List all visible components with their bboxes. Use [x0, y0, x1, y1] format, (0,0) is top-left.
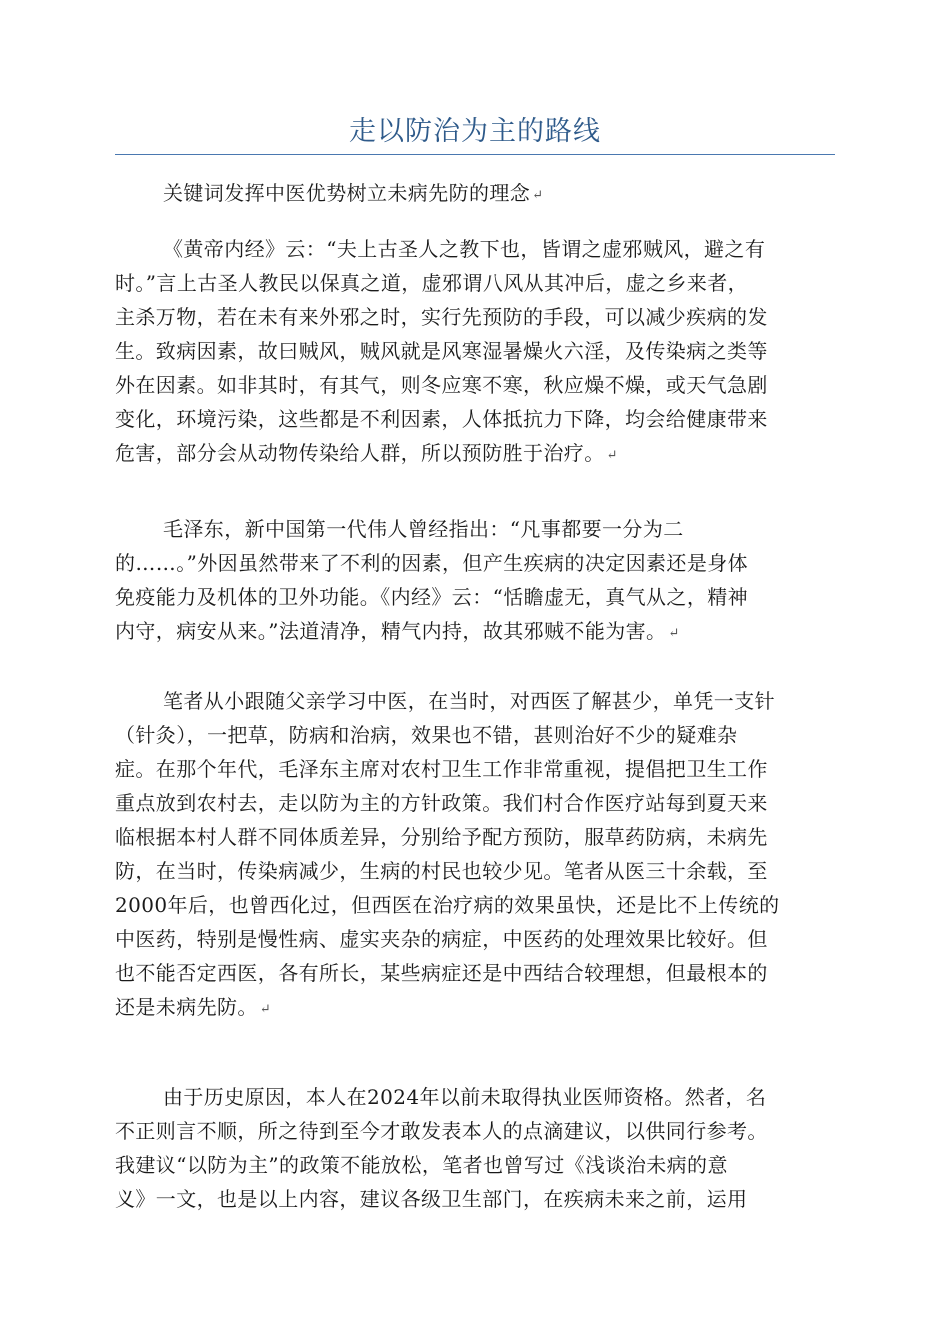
paragraph-4-line-4	[115, 786, 835, 820]
line-text: 免疫能力及机体的卫外功能。《内经》云：“恬瞻虚无，真气从之，精神	[115, 585, 749, 609]
paragraph-4-line-5	[115, 820, 835, 854]
line-text: 危害，部分会从动物传染给人群，所以预防胜于治疗。	[115, 441, 605, 465]
paragraph-4-line-6	[115, 854, 835, 888]
line-text: 也不能否定西医，各有所长，某些病症还是中西结合较理想，但最根本的	[115, 961, 768, 985]
paragraph-2-line-6	[115, 402, 835, 436]
line-text: 关键词发挥中医优势树立未病先防的理念	[163, 181, 531, 205]
line-text: 防，在当时，传染病减少，生病的村民也较少见。笔者从医三十余载，至	[115, 859, 768, 883]
paragraph-5-line-3	[115, 1148, 835, 1182]
paragraph-mark-icon: ↵	[668, 626, 680, 641]
line-text: 义》一文，也是以上内容，建议各级卫生部门，在疾病未来之前，运用	[115, 1187, 748, 1211]
line-text: 由于历史原因，本人在2024年以前未取得执业医师资格。然者，名	[163, 1085, 767, 1109]
paragraph-4-line-10	[115, 990, 835, 1027]
paragraph-4-line-2	[115, 718, 835, 752]
line-text: 还是未病先防。	[115, 995, 258, 1019]
line-text: 中医药，特别是慢性病、虚实夹杂的病症，中医药的处理效果比较好。但	[115, 927, 768, 951]
paragraph-mark-icon: ↵	[606, 448, 618, 463]
line-text: （针灸），一把草，防病和治病，效果也不错，甚则治好不少的疑难杂	[115, 723, 738, 747]
paragraph-3-line-4	[115, 614, 835, 651]
paragraph-mark-icon: ↵	[259, 1002, 272, 1017]
paragraph-2-line-7	[115, 436, 835, 473]
title-underline	[115, 154, 835, 155]
paragraph-2-line-3	[115, 300, 835, 334]
line-text: 重点放到农村去，走以防为主的方针政策。我们村合作医疗站每到夏天来	[115, 791, 768, 815]
paragraph-5-line-1	[163, 1080, 835, 1114]
paragraph-3-line-3	[115, 580, 835, 614]
line-text: 的……。”外因虽然带来了不利的因素，但产生疾病的决定因素还是身体	[115, 551, 749, 575]
line-text: 症。在那个年代，毛泽东主席对农村卫生工作非常重视，提倡把卫生工作	[115, 757, 768, 781]
line-text: 临根据本村人群不同体质差异，分别给予配方预防，服草药防病，未病先	[115, 825, 768, 849]
paragraph-2-line-1	[163, 232, 835, 266]
line-text: 毛泽东，新中国第一代伟人曾经指出：“凡事都要一分为二	[163, 517, 684, 541]
line-text: 不正则言不顺，所之待到至今才敢发表本人的点滴建议，以供同行参考。	[115, 1119, 768, 1143]
line-text: 2000年后，也曾西化过，但西医在治疗病的效果虽快，还是比不上传统的	[115, 893, 780, 917]
paragraph-2-line-2	[115, 266, 835, 300]
paragraph-2-line-4	[115, 334, 835, 368]
paragraph-4-line-1	[163, 684, 835, 718]
paragraph-3-line-1	[163, 512, 835, 546]
paragraph-3-line-2	[115, 546, 835, 580]
line-text: 外在因素。如非其时，有其气，则冬应寒不寒，秋应燥不燥，或天气急剧	[115, 373, 768, 397]
paragraph-2-line-5	[115, 368, 835, 402]
line-text: 生。致病因素，故曰贼风，贼风就是风寒湿暑燥火六淫，及传染病之类等	[115, 339, 768, 363]
line-text: 我建议“以防为主”的政策不能放松，笔者也曾写过《浅谈治未病的意	[115, 1153, 728, 1177]
line-text: 内守，病安从来。”法道清净，精气内持，故其邪贼不能为害。	[115, 619, 667, 643]
paragraph-4-line-8	[115, 922, 835, 956]
paragraph-mark-icon: ↵	[532, 188, 544, 203]
document-title: 走以防治为主的路线	[349, 116, 601, 147]
line-text: 变化，环境污染，这些都是不利因素，人体抵抗力下降，均会给健康带来	[115, 407, 768, 431]
paragraph-5-line-2	[115, 1114, 835, 1148]
line-text: 笔者从小跟随父亲学习中医，在当时，对西医了解甚少，单凭一支针	[163, 689, 775, 713]
paragraph-4-line-9	[115, 956, 835, 990]
paragraph-4-line-3	[115, 752, 835, 786]
line-text: 主杀万物，若在未有来外邪之时，实行先预防的手段，可以减少疾病的发	[115, 305, 768, 329]
line-text: 《黄帝内经》云：“夫上古圣人之教下也，皆谓之虚邪贼风，避之有	[163, 237, 766, 261]
paragraph-4-line-7	[115, 888, 835, 922]
line-text: 时。”言上古圣人教民以保真之道，虚邪谓八风从其冲后，虚之乡来者，	[115, 271, 749, 295]
paragraph-5-line-4	[115, 1182, 835, 1216]
paragraph-1-line-1	[163, 176, 835, 213]
